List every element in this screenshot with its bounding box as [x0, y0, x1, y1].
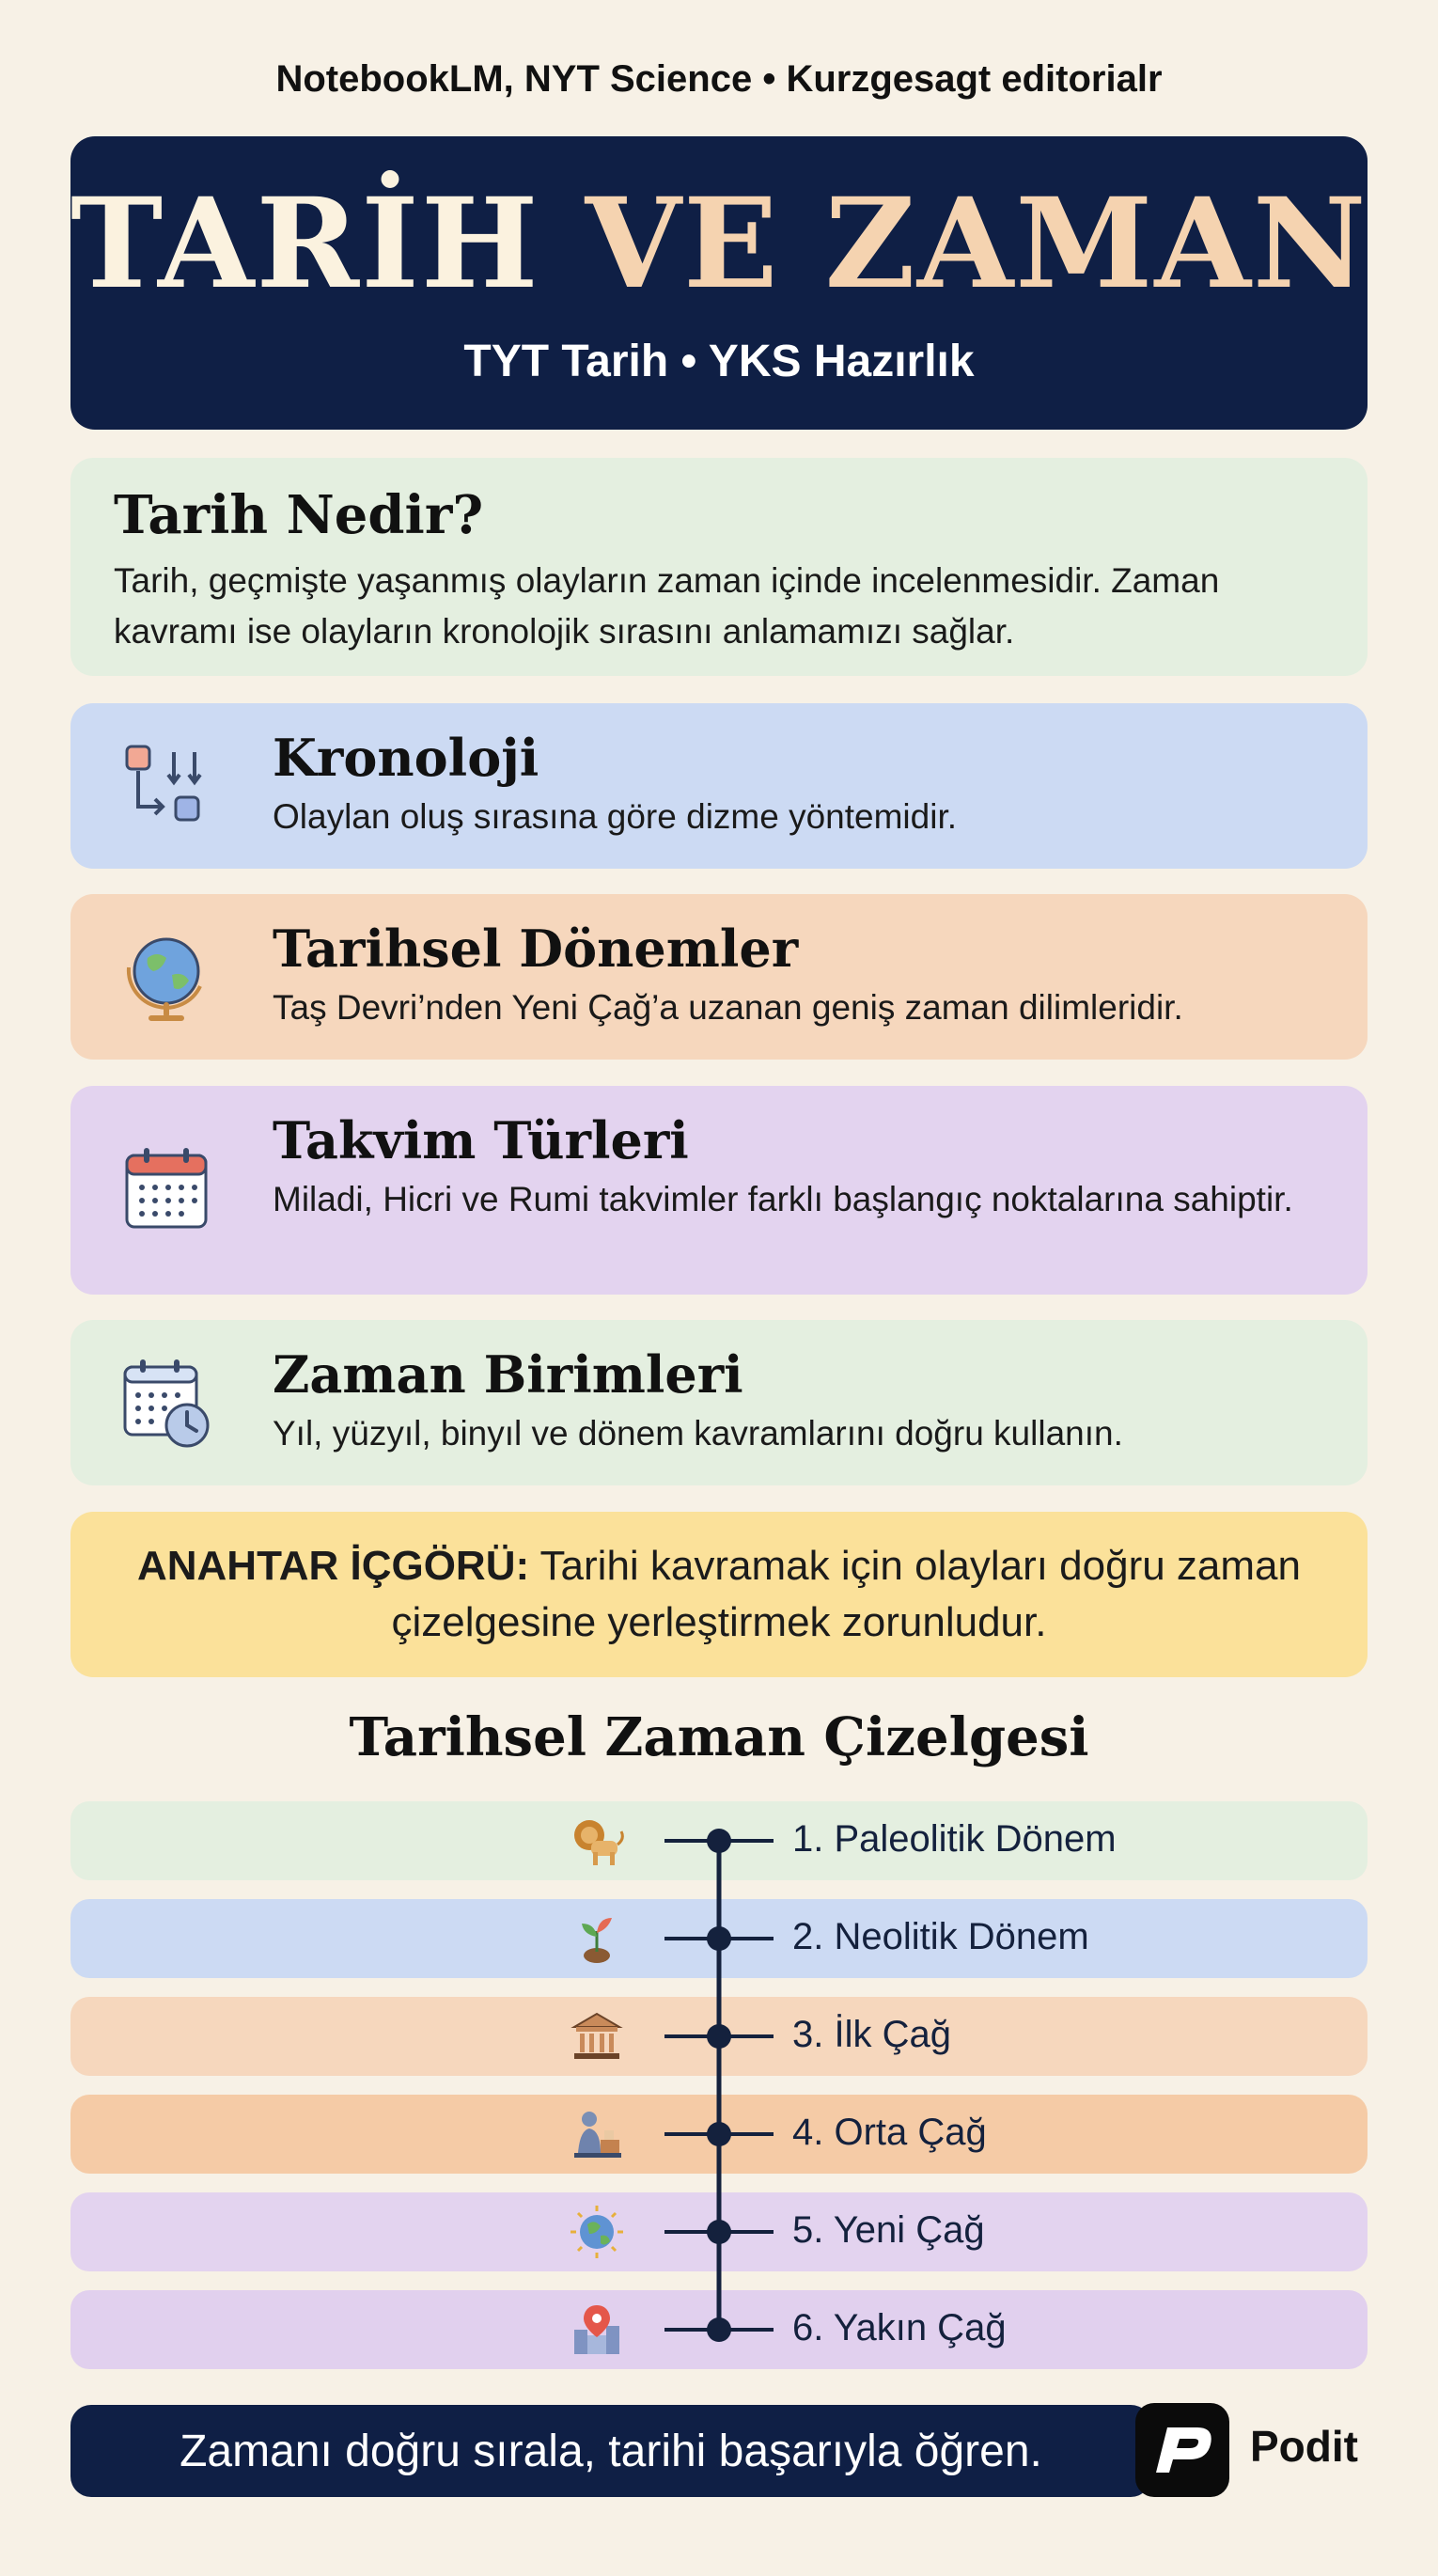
feature-text: Yıl, yüzyıl, binyıl ve dönem kavramlarını doğru kullanın.	[273, 1414, 1123, 1453]
insight-body: Tarihi kavramak için olayları doğru zaman çizelgesine yerleştirmek zorunludur.	[391, 1543, 1301, 1645]
feature-heading: Kronoloji	[273, 728, 539, 788]
intro-card	[70, 458, 1368, 676]
timeline-node	[707, 1829, 731, 1853]
feature-text: Olaylan oluş sırasına göre dizme yöntemidir.	[273, 797, 958, 836]
timeline-node	[707, 2220, 731, 2244]
feature-heading: Takvim Türleri	[273, 1110, 689, 1170]
title-part-1: TARİH	[70, 171, 540, 317]
calendar-clock-icon	[119, 1356, 213, 1450]
timeline-node	[707, 2317, 731, 2342]
feature-text: Taş Devri’nden Yeni Çağ’a uzanan geniş zaman dilimleridir.	[273, 988, 1183, 1027]
key-insight-box	[70, 1512, 1368, 1677]
intro-heading: Tarih Nedir?	[114, 484, 484, 546]
timeline-label: 5. Yeni Çağ	[792, 2209, 985, 2251]
feature-heading: Tarihsel Dönemler	[273, 919, 799, 979]
timeline-node	[707, 2024, 731, 2049]
feature-card-chronology	[70, 703, 1368, 869]
footer-banner	[70, 2405, 1151, 2497]
feature-text: Miladi, Hicri ve Rumi takvimler farklı başlangıç noktalarına sahiptir.	[273, 1180, 1293, 1218]
brand-name: Podit	[1250, 2422, 1358, 2471]
feature-heading: Zaman Birimleri	[273, 1344, 743, 1405]
timeline-node	[707, 2122, 731, 2146]
brand-logo-icon	[1135, 2403, 1229, 2497]
intro-text: Tarih, geçmişte yaşanmış olayların zaman içinde incelenmesidir. Zaman kavramı ise olayların kronolojik sırasını anlamamızı sağlar.	[114, 561, 1220, 651]
timeline-node	[707, 1926, 731, 1951]
timeline-label: 1. Paleolitik Dönem	[792, 1818, 1117, 1860]
chronology-icon	[119, 739, 213, 833]
feature-card-calendars	[70, 1086, 1368, 1295]
footer-text: Zamanı doğru sırala, tarihi başarıyla ŏğren.	[180, 2427, 1042, 2476]
calendar-icon	[119, 1142, 213, 1236]
timeline-label: 2. Neolitik Dönem	[792, 1916, 1089, 1957]
globe-icon	[119, 930, 213, 1024]
timeline-label: 3. İlk Çağ	[792, 2014, 951, 2055]
insight-label: ANAHTAR İÇGÖRÜ:	[136, 1543, 530, 1589]
page-subtitle: TYT Tarih • YKS Hazırlık	[463, 337, 975, 386]
feature-card-time-units	[70, 1320, 1368, 1485]
source-credit: NotebookLM, NYT Science • Kurzgesagt editorialr	[275, 58, 1163, 100]
timeline-axis	[70, 1786, 1368, 2350]
timeline-label: 6. Yakın Çağ	[792, 2307, 1007, 2348]
timeline-title: Tarihsel Zaman Çizelgesi	[349, 1706, 1089, 1768]
title-part-2: VE ZAMAN	[585, 171, 1368, 317]
hero-banner	[70, 136, 1368, 430]
insight-text	[127, 1538, 1311, 1651]
page-title	[70, 171, 1368, 317]
timeline-label: 4. Orta Çağ	[792, 2112, 987, 2153]
feature-card-periods	[70, 894, 1368, 1060]
